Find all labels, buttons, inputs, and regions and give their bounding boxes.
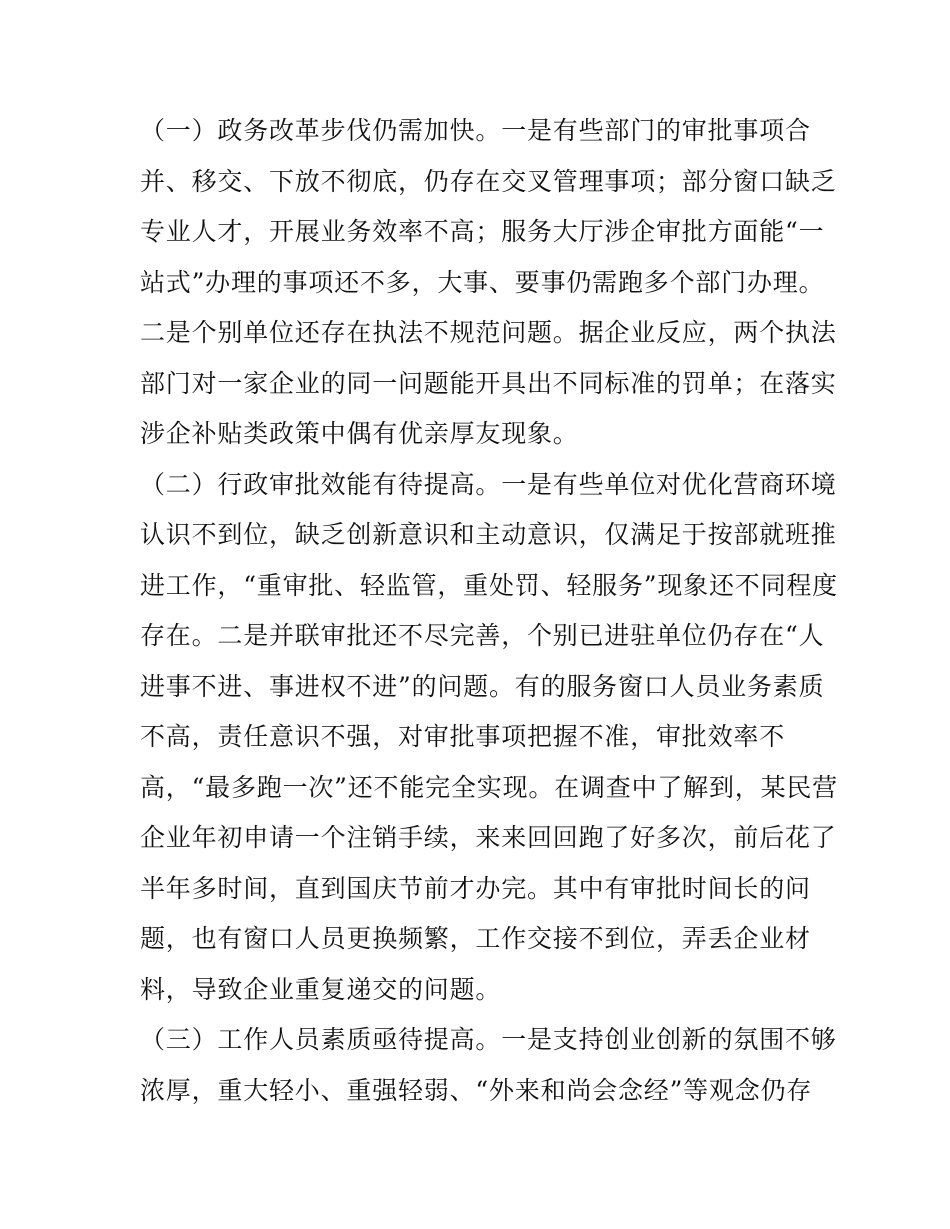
text-line: 二是个别单位还存在执法不规范问题。据企业反应，两个执法 [140,318,837,347]
document-page [140,106,838,1116]
text-line: 并、移交、下放不彻底，仍存在交叉管理事项；部分窗口缺乏 [140,166,837,196]
text-line: （三）工作人员素质亟待提高。一是支持创业创新的氛围不够 [140,1025,837,1054]
text-line: 站式”办理的事项还不多，大事、要事仍需跑多个部门办理。 [140,267,825,297]
text-line: 认识不到位，缺乏创新意识和主动意识，仅满足于按部就班推 [140,520,837,549]
text-line: 料，导致企业重复递交的问题。 [140,974,502,1004]
text-line: 进工作，“重审批、轻监管，重处罚、轻服务”现象还不同程度 [140,570,838,600]
text-line: 题，也有窗口人员更换频繁，工作交接不到位，弄丢企业材 [140,924,811,953]
text-line: 高，“最多跑一次”还不能完全实现。在调查中了解到，某民营 [140,772,838,802]
text-line: （一）政务改革步伐仍需加快。一是有些部门的审批事项合 [140,116,811,145]
text-line: 专业人才，开展业务效率不高；服务大厅涉企审批方面能“一 [140,217,825,246]
text-line: 浓厚，重大轻小、重强轻弱、“外来和尚会念经”等观念仍存 [140,1075,813,1105]
text-line: 涉企补贴类政策中偶有优亲厚友现象。 [140,419,579,448]
text-line: （二）行政审批效能有待提高。一是有些单位对优化营商环境 [140,469,837,499]
text-line: 存在。二是并联审批还不尽完善，个别已进驻单位仍存在“人 [140,621,825,650]
text-line: 部门对一家企业的同一问题能开具出不同标准的罚单；在落实 [140,368,837,398]
text-line: 不高，责任意识不强，对审批事项把握不准，审批效率不 [140,722,786,751]
text-line: 半年多时间，直到国庆节前才办完。其中有审批时间长的问 [140,873,811,903]
text-line: 进事不进、事进权不进”的问题。有的服务窗口人员业务素质 [140,671,825,701]
text-line: 企业年初申请一个注销手续，来来回回跑了好多次，前后花了 [140,823,837,852]
